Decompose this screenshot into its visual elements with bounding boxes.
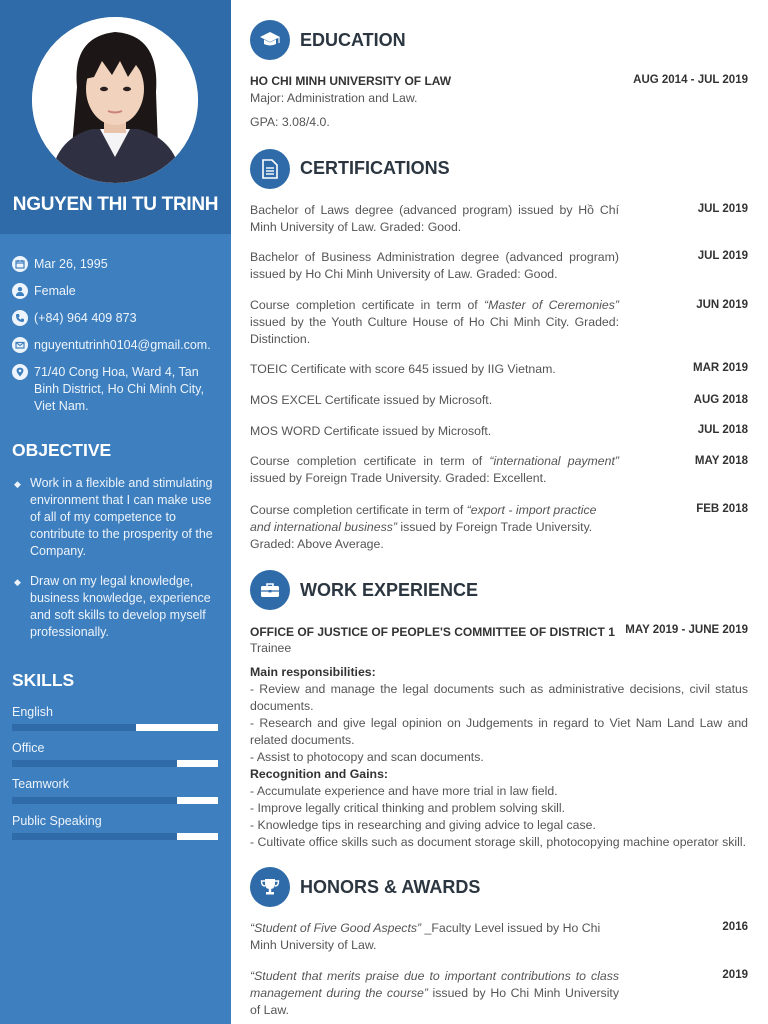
certification-text-emphasis: “Master of Ceremonies” <box>484 298 619 312</box>
work-details <box>250 664 748 851</box>
profile-photo <box>32 17 198 183</box>
skill-label: English <box>12 705 53 719</box>
certification-date: AUG 2018 <box>693 394 748 406</box>
company-name: OFFICE OF JUSTICE OF PEOPLE'S COMMITTEE OF DISTRICT 1 <box>250 625 615 639</box>
contact-phone <box>12 310 209 327</box>
location-pin-icon <box>12 364 28 380</box>
gain-item: - Accumulate experience and have more trial in law field. <box>250 784 558 798</box>
responsibility-item: - Assist to photocopy and scan documents. <box>250 750 484 764</box>
skill-label: Teamwork <box>12 777 69 791</box>
gain-item: - Cultivate office skills such as document storage skill, photocopying machine operator skill. <box>250 835 746 849</box>
honor-text-emphasis: “Student that merits praise due to important contributions to class management during the course” <box>250 969 619 1000</box>
objective-text: Work in a flexible and stimulating environment that I can make use of all of my competence to contribute to the prosperity of the Company. <box>30 476 213 558</box>
phone-text: (+84) 964 409 873 <box>34 311 137 325</box>
address-text: 71/40 Cong Hoa, Ward 4, Tan Binh District, Ho Chi Minh City, Viet Nam. <box>34 365 204 413</box>
objective-item <box>14 475 214 560</box>
briefcase-icon <box>250 570 290 610</box>
objective-text: Draw on my legal knowledge, business knowledge, experience and soft skills to develop myself professionally. <box>30 574 211 639</box>
education-gpa: GPA: 3.08/4.0. <box>250 115 330 129</box>
gender-text: Female <box>34 284 76 298</box>
certification-text-part: Course completion certificate in term of <box>250 298 485 312</box>
certificate-icon <box>250 149 290 189</box>
certification-date: MAR 2019 <box>693 362 748 374</box>
responsibility-item: - Research and give legal opinion on Judgements in regard to Viet Nam Land Law and related documents. <box>250 716 748 747</box>
graduation-cap-icon <box>250 20 290 60</box>
skill-bar <box>12 724 218 731</box>
candidate-name: NGUYEN THI TU TRINH <box>12 194 219 215</box>
certification-text <box>250 361 619 378</box>
certification-text-part: issued by Foreign Trade University. Graded: Above Average. <box>250 520 593 551</box>
certification-text <box>250 423 619 440</box>
skill-bar-fill <box>12 797 177 804</box>
certification-date: JUN 2019 <box>696 299 748 311</box>
skill-bar <box>12 760 218 767</box>
contact-email <box>12 337 209 354</box>
certification-text-part: Course completion certificate in term of <box>250 454 490 468</box>
certification-text-emphasis: “international payment” <box>489 454 619 468</box>
birthday-text: Mar 26, 1995 <box>34 257 108 271</box>
certification-date: JUL 2019 <box>697 203 748 215</box>
certifications-heading: CERTIFICATIONS <box>300 158 450 178</box>
skill-bar <box>12 833 218 840</box>
certification-text-part: MOS WORD Certificate issued by Microsoft. <box>250 424 492 438</box>
skill-bar-fill <box>12 760 177 767</box>
education-heading: EDUCATION <box>300 30 406 50</box>
profile-photo-illustration <box>32 17 198 183</box>
certification-text <box>250 249 619 283</box>
work-experience-heading: WORK EXPERIENCE <box>300 580 479 600</box>
skill-label: Office <box>12 741 45 755</box>
bullet-icon: ◆ <box>14 479 21 489</box>
certification-text-emphasis: “export - import practice and international business” <box>250 503 597 534</box>
certification-text <box>250 502 619 553</box>
email-icon <box>12 337 28 353</box>
school-name: HO CHI MINH UNIVERSITY OF LAW <box>250 74 452 88</box>
responsibilities-heading: Main responsibilities: <box>250 665 376 679</box>
job-role: Trainee <box>250 641 292 655</box>
email-text: nguyentutrinh0104@gmail.com. <box>34 338 211 352</box>
trophy-icon <box>250 867 290 907</box>
honor-text <box>250 968 619 1019</box>
certification-date: JUL 2018 <box>697 424 748 436</box>
skill-bar <box>12 797 218 804</box>
skill-label: Public Speaking <box>12 814 102 828</box>
gain-item: - Knowledge tips in researching and giving advice to legal case. <box>250 818 596 832</box>
skill-bar-fill <box>12 833 177 840</box>
calendar-icon <box>12 256 28 272</box>
phone-icon <box>12 310 28 326</box>
skill-bar-fill <box>12 724 136 731</box>
contact-birthday <box>12 256 209 273</box>
responsibility-item: - Review and manage the legal documents such as administrative decisions, civil status documents. <box>250 682 748 713</box>
sidebar <box>0 0 231 1024</box>
honor-text <box>250 920 619 954</box>
certification-date: MAY 2018 <box>694 455 748 467</box>
education-major: Major: Administration and Law. <box>250 91 418 105</box>
gains-heading: Recognition and Gains: <box>250 767 389 781</box>
certification-date: JUL 2019 <box>697 250 748 262</box>
objective-item <box>14 573 214 641</box>
certification-date: FEB 2018 <box>696 503 748 515</box>
certification-text <box>250 202 619 236</box>
certification-text-part: Bachelor of Business Administration degree (advanced program) issued by Ho Chi Minh University of Law. Graded: Good. <box>250 250 619 281</box>
certification-text-part: MOS EXCEL Certificate issued by Microsoft. <box>250 393 493 407</box>
honors-heading: HONORS & AWARDS <box>300 877 481 897</box>
certification-text <box>250 453 619 487</box>
objective-heading: OBJECTIVE <box>12 440 112 460</box>
education-date: AUG 2014 - JUL 2019 <box>633 74 748 86</box>
certification-text-part: issued by Foreign Trade University. Graded: Excellent. <box>250 471 547 485</box>
user-icon <box>12 283 28 299</box>
skills-heading: SKILLS <box>12 670 75 690</box>
honor-date: 2019 <box>722 969 748 981</box>
certification-text-part: Course completion certificate in term of <box>250 503 467 517</box>
contact-gender <box>12 283 209 300</box>
certification-text-part: TOEIC Certificate with score 645 issued by IIG Vietnam. <box>250 362 556 376</box>
contact-address <box>12 364 209 415</box>
honor-text-part: _Faculty Level issued by Ho Chi Minh University of Law. <box>250 921 601 952</box>
certification-text <box>250 297 619 348</box>
honor-date: 2016 <box>722 921 748 933</box>
honor-text-emphasis: “Student of Five Good Aspects” <box>250 921 422 935</box>
work-date: MAY 2019 - JUNE 2019 <box>625 624 748 636</box>
bullet-icon: ◆ <box>14 577 21 587</box>
certification-text-part: Bachelor of Laws degree (advanced program) issued by Hồ Chí Minh University of Law. Graded: Good. <box>250 203 619 234</box>
certification-text-part: issued by the Youth Culture House of Ho Chi Minh City. Graded: Distinction. <box>250 315 619 346</box>
gain-item: - Improve legally critical thinking and problem solving skill. <box>250 801 566 815</box>
honor-text-part: issued by Ho Chi Minh University of Law. <box>250 986 619 1017</box>
certification-text <box>250 392 619 409</box>
